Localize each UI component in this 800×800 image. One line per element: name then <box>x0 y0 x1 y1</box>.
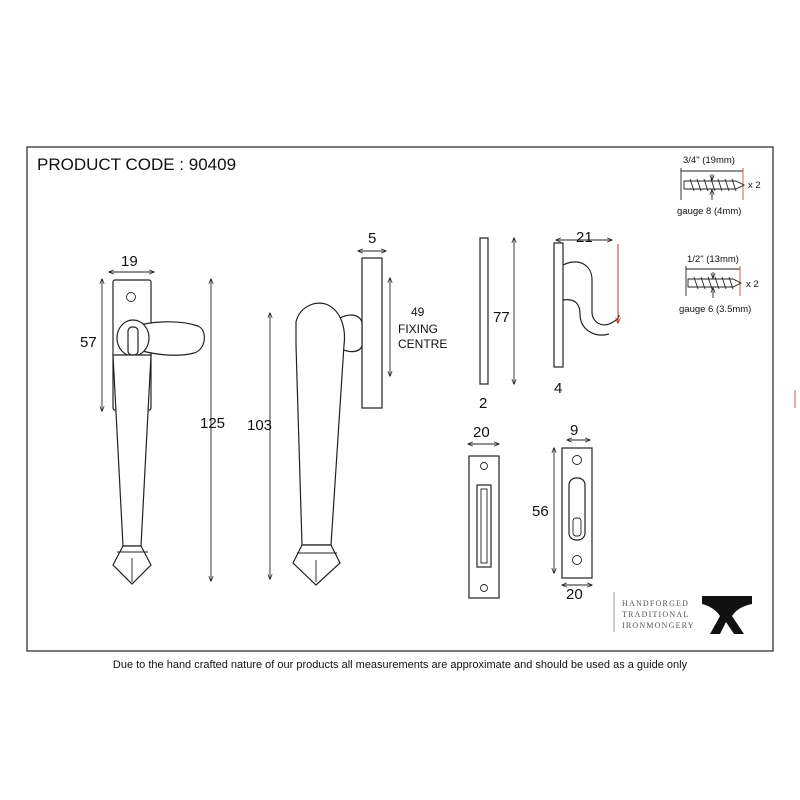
fixing-label-2: CENTRE <box>398 337 448 351</box>
side-length-dim <box>247 313 272 579</box>
product-code: PRODUCT CODE : 90409 <box>37 155 237 174</box>
slot-plate-width-label: 20 <box>566 586 583 603</box>
front-keep-label: 57 <box>80 334 97 351</box>
footer-note: Due to the hand crafted nature of our products all measurements are approximate and should be used as a guide only <box>112 659 688 671</box>
hook-width-label: 21 <box>576 229 593 246</box>
striker-plate <box>469 456 499 598</box>
front-view-handle <box>113 280 204 584</box>
side-plate-dim <box>358 230 386 251</box>
keep-height-label: 77 <box>493 309 510 326</box>
fixing-label-1: FIXING <box>398 322 439 336</box>
screw2-qty: x 2 <box>746 279 759 290</box>
brand-line-1: HANDFORGED <box>622 599 690 608</box>
slot-plate-width-dim <box>562 585 592 603</box>
keep-thickness-label: 2 <box>479 395 488 412</box>
slot-width-dim <box>567 422 590 440</box>
slot-height-label: 56 <box>532 503 549 520</box>
hook-base-label: 4 <box>554 380 563 397</box>
screw-1 <box>677 155 761 217</box>
slot-plate <box>562 448 592 578</box>
side-length-label: 103 <box>247 417 273 434</box>
front-keep-dim <box>80 279 102 411</box>
hook-width-dim <box>556 229 618 323</box>
keep-strip <box>480 238 488 384</box>
hook-keep <box>554 243 619 367</box>
screw2-size: 1/2" (13mm) <box>687 254 739 265</box>
slot-height-dim <box>532 448 554 573</box>
fixing-value: 49 <box>411 305 425 319</box>
side-plate-label: 5 <box>368 230 377 247</box>
screw1-size: 3/4" (19mm) <box>683 155 735 166</box>
front-width-dim <box>109 253 154 272</box>
front-width-label: 19 <box>121 253 138 270</box>
plate-width-label: 20 <box>473 424 490 441</box>
front-total-dim <box>200 279 225 581</box>
brand-mark <box>614 592 752 634</box>
anvil-icon <box>702 596 752 634</box>
slot-width-label: 9 <box>570 422 579 439</box>
side-view-handle <box>293 258 382 585</box>
screw1-gauge: gauge 8 (4mm) <box>677 206 742 217</box>
screw2-gauge: gauge 6 (3.5mm) <box>679 304 752 315</box>
screw-2 <box>679 254 759 315</box>
front-total-label: 125 <box>200 415 226 432</box>
brand-line-2: TRADITIONAL <box>622 610 690 619</box>
keep-height-dim <box>493 238 514 384</box>
fixing-centre-dim <box>390 278 447 376</box>
plate-width-dim <box>468 424 499 444</box>
screw1-qty: x 2 <box>748 180 761 191</box>
brand-line-3: IRONMONGERY <box>622 621 695 630</box>
